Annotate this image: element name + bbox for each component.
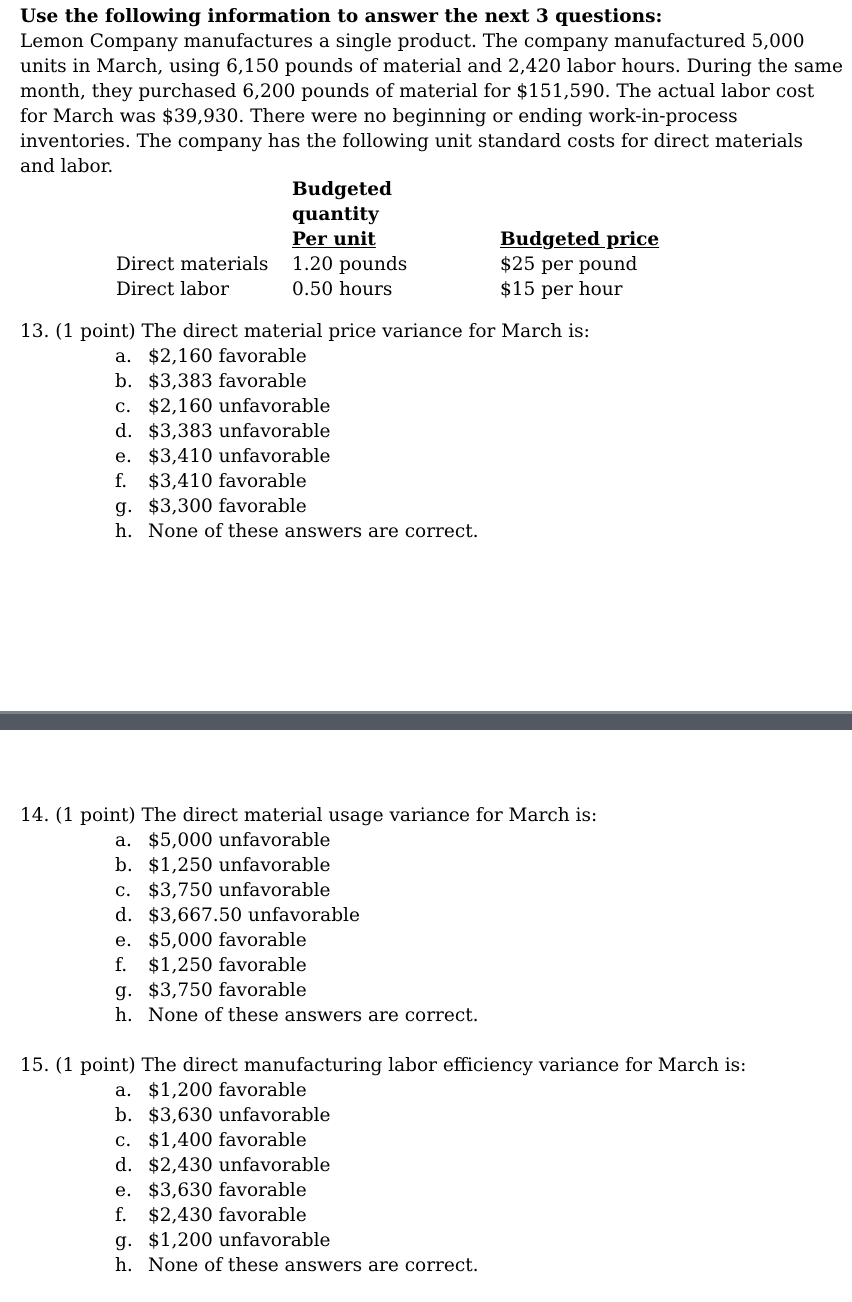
choice-letter: g.: [115, 1230, 133, 1251]
choice-text: $3,667.50 unfavorable: [148, 905, 360, 926]
answer-choice-h[interactable]: [20, 1003, 840, 1028]
choice-text: $3,383 favorable: [148, 371, 307, 392]
intro-text-line: month, they purchased 6,200 pounds of material for $151,590. The actual labor cost: [20, 81, 815, 102]
choice-letter: d.: [115, 421, 133, 442]
choice-letter: h.: [115, 521, 133, 542]
choice-text: $3,410 favorable: [148, 471, 307, 492]
choice-text: None of these answers are correct.: [148, 1255, 479, 1276]
answer-choice-b[interactable]: [20, 1103, 840, 1128]
answer-choices: [20, 828, 840, 1028]
choice-text: $3,630 favorable: [148, 1180, 307, 1201]
answer-choice-b[interactable]: [20, 853, 840, 878]
answer-choice-g[interactable]: [20, 494, 840, 519]
question-15: [20, 1053, 840, 1278]
choice-letter: a.: [115, 1080, 132, 1101]
answer-choice-d[interactable]: [20, 1153, 840, 1178]
answer-choice-e[interactable]: [20, 444, 840, 469]
answer-choice-h[interactable]: [20, 519, 840, 544]
choice-text: $5,000 unfavorable: [148, 830, 331, 851]
answer-choice-b[interactable]: [20, 369, 840, 394]
choice-text: $2,430 unfavorable: [148, 1155, 331, 1176]
question-14: [20, 803, 840, 1028]
direct-materials-quantity: 1.20 pounds: [292, 254, 408, 275]
choice-text: None of these answers are correct.: [148, 521, 479, 542]
choice-text: None of these answers are correct.: [148, 1005, 479, 1026]
choice-letter: d.: [115, 1155, 133, 1176]
intro-heading: Use the following information to answer the next 3 questions:: [20, 6, 663, 27]
choice-letter: b.: [115, 855, 133, 876]
choice-text: $3,383 unfavorable: [148, 421, 331, 442]
choice-text: $1,250 unfavorable: [148, 855, 331, 876]
choice-text: $2,430 favorable: [148, 1205, 307, 1226]
choice-text: $1,200 favorable: [148, 1080, 307, 1101]
choice-letter: g.: [115, 496, 133, 517]
direct-materials-price: $25 per pound: [500, 254, 638, 275]
choice-text: $1,200 unfavorable: [148, 1230, 331, 1251]
quantity-header-line3: Per unit: [292, 229, 376, 250]
choice-text: $3,410 unfavorable: [148, 446, 331, 467]
choice-letter: c.: [115, 1130, 132, 1151]
intro-text-line: inventories. The company has the following unit standard costs for direct materials: [20, 131, 804, 152]
intro-text-line: Lemon Company manufactures a single product. The company manufactured 5,000: [20, 31, 805, 52]
question-stem: 13. (1 point) The direct material price variance for March is:: [20, 321, 590, 342]
answer-choice-g[interactable]: [20, 1228, 840, 1253]
answer-choice-f[interactable]: [20, 953, 840, 978]
choice-letter: b.: [115, 371, 133, 392]
answer-choice-f[interactable]: [20, 1203, 840, 1228]
answer-choice-e[interactable]: [20, 928, 840, 953]
price-header: Budgeted price: [500, 229, 660, 250]
direct-labor-quantity: 0.50 hours: [292, 279, 393, 300]
question-stem: 14. (1 point) The direct material usage variance for March is:: [20, 805, 598, 826]
answer-choice-a[interactable]: [20, 1078, 840, 1103]
row-label-direct-labor: Direct labor: [116, 279, 229, 300]
answer-choice-c[interactable]: [20, 1128, 840, 1153]
row-label-direct-materials: Direct materials: [116, 254, 269, 275]
choice-letter: f.: [115, 955, 128, 976]
choice-letter: a.: [115, 830, 132, 851]
intro-text-line: and labor.: [20, 156, 114, 177]
direct-labor-price: $15 per hour: [500, 279, 623, 300]
question-stem: 15. (1 point) The direct manufacturing labor efficiency variance for March is:: [20, 1055, 747, 1076]
answer-choice-h[interactable]: [20, 1253, 840, 1278]
choice-text: $5,000 favorable: [148, 930, 307, 951]
choice-text: $1,250 favorable: [148, 955, 307, 976]
choice-letter: c.: [115, 396, 132, 417]
choice-letter: d.: [115, 905, 133, 926]
answer-choice-a[interactable]: [20, 344, 840, 369]
choice-letter: b.: [115, 1105, 133, 1126]
choice-text: $3,630 unfavorable: [148, 1105, 331, 1126]
answer-choice-c[interactable]: [20, 878, 840, 903]
choice-letter: f.: [115, 471, 128, 492]
intro-text-line: for March was $39,930. There were no beginning or ending work-in-process: [20, 106, 738, 127]
answer-choices: [20, 344, 840, 544]
choice-text: $2,160 favorable: [148, 346, 307, 367]
choice-letter: h.: [115, 1255, 133, 1276]
answer-choice-f[interactable]: [20, 469, 840, 494]
choice-letter: c.: [115, 880, 132, 901]
intro-text-line: units in March, using 6,150 pounds of material and 2,420 labor hours. During the same: [20, 56, 843, 77]
choice-text: $3,750 favorable: [148, 980, 307, 1001]
intro-section: [20, 4, 843, 179]
answer-choice-e[interactable]: [20, 1178, 840, 1203]
answer-choice-g[interactable]: [20, 978, 840, 1003]
choice-letter: h.: [115, 1005, 133, 1026]
answer-choices: [20, 1078, 840, 1278]
answer-choice-a[interactable]: [20, 828, 840, 853]
choice-text: $1,400 favorable: [148, 1130, 307, 1151]
answer-choice-d[interactable]: [20, 419, 840, 444]
answer-choice-d[interactable]: [20, 903, 840, 928]
choice-letter: a.: [115, 346, 132, 367]
choice-text: $3,750 unfavorable: [148, 880, 331, 901]
answer-choice-c[interactable]: [20, 394, 840, 419]
choice-text: $2,160 unfavorable: [148, 396, 331, 417]
choice-letter: f.: [115, 1205, 128, 1226]
choice-letter: e.: [115, 1180, 132, 1201]
page-break-divider: [0, 711, 852, 730]
quantity-header-line1: Budgeted: [292, 179, 392, 200]
standard-cost-table: [0, 177, 852, 307]
choice-text: $3,300 favorable: [148, 496, 307, 517]
choice-letter: e.: [115, 446, 132, 467]
quantity-header-line2: quantity: [292, 204, 379, 225]
choice-letter: g.: [115, 980, 133, 1001]
choice-letter: e.: [115, 930, 132, 951]
question-13: [20, 319, 840, 544]
